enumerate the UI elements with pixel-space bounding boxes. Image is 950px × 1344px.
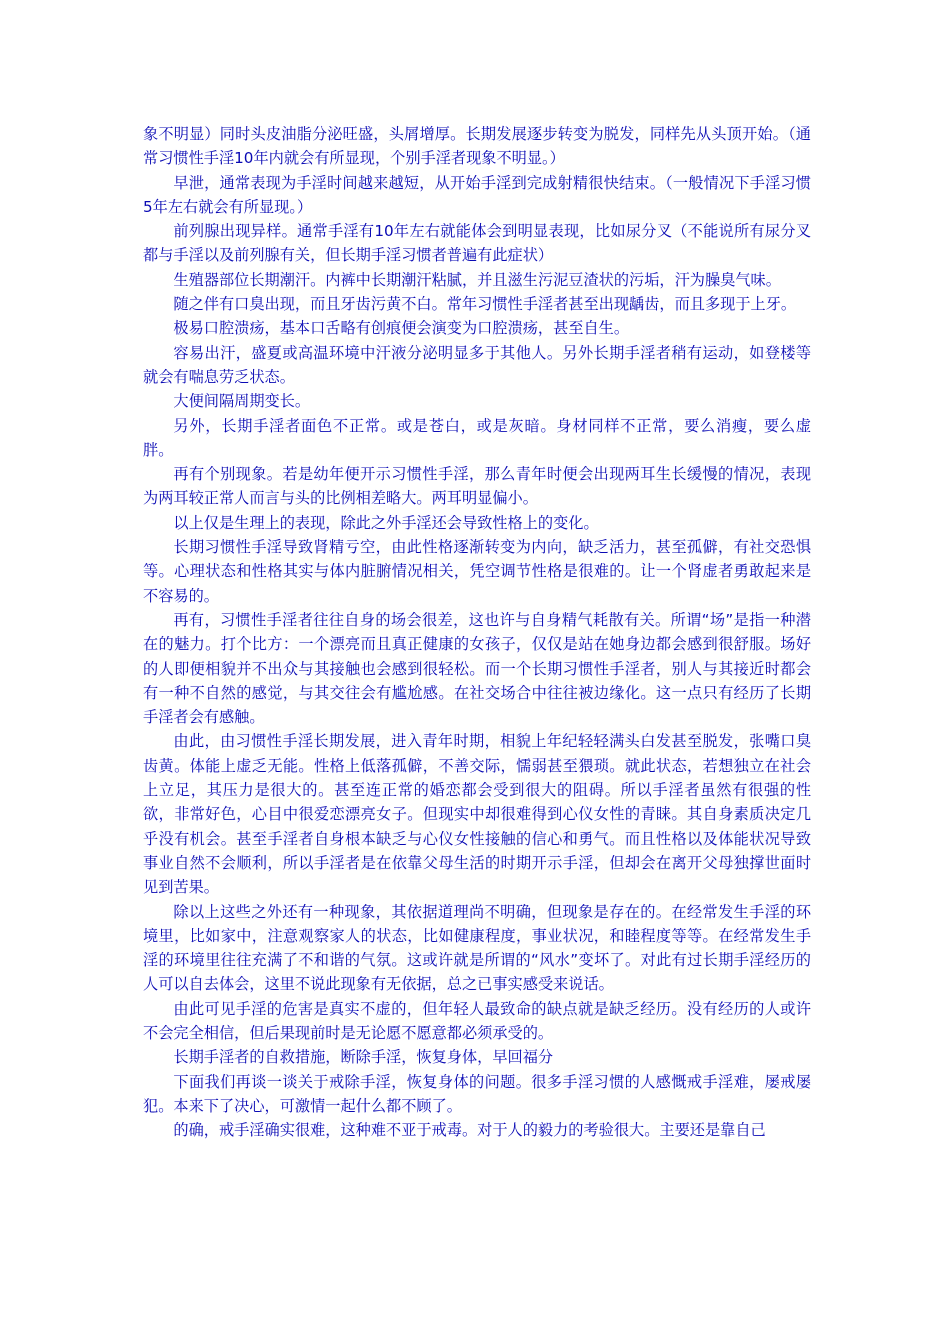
paragraph: 早泄，通常表现为手淫时间越来越短，从开始手淫到完成射精很快结束。（一般情况下手淫习惯5年左右就会有所显现。）: [143, 173, 811, 216]
document-body: [143, 122, 811, 1142]
paragraph: 下面我们再谈一谈关于戒除手淫，恢复身体的问题。很多手淫习惯的人感慨戒手淫难，屡戒屡犯。本来下了决心，可激情一起什么都不顾了。: [143, 1072, 811, 1115]
paragraph: 极易口腔溃疡，基本口舌略有创痕便会演变为口腔溃疡，甚至自生。: [173, 319, 630, 338]
paragraph: 另外，长期手淫者面色不正常。或是苍白，或是灰暗。身材同样不正常，要么消瘦，要么虚胖。: [143, 416, 811, 459]
paragraph: 再有个别现象。若是幼年便开示习惯性手淫，那么青年时便会出现两耳生长缓慢的情况，表现为两耳较正常人而言与头的比例相差略大。两耳明显偏小。: [143, 465, 811, 508]
paragraph: 生殖器部位长期潮汗。内裤中长期潮汗粘腻，并且滋生污泥豆渣状的污垢，汗为臊臭气味。: [173, 270, 781, 289]
paragraph: 象不明显）同时头皮油脂分泌旺盛，头屑增厚。长期发展逐步转变为脱发，同样先从头顶开始。（通常习惯性手淫10年内就会有所显现，个别手淫者现象不明显。）: [143, 125, 811, 168]
paragraph: 随之伴有口臭出现，而且牙齿污黄不白。常年习惯性手淫者甚至出现龋齿，而且多现于上牙。: [173, 295, 797, 314]
section-heading: 长期手淫者的自救措施，断除手淫，恢复身体，早回福分: [173, 1048, 554, 1067]
paragraph: 除以上这些之外还有一种现象，其依据道理尚不明确，但现象是存在的。在经常发生手淫的环境里，比如家中，注意观察家人的状态，比如健康程度，事业状况，和睦程度等等。在经常发生手淫的环境里往往充满了不和谐的气氛。这或许就是所谓的“风水”变坏了。对此有过长期手淫经历的人可以自去体会，这里不说此现象有无依据，总之已事实感受来说话。: [143, 902, 811, 994]
paragraph: 容易出汗，盛夏或高温环境中汗液分泌明显多于其他人。另外长期手淫者稍有运动，如登楼等就会有喘息劳乏状态。: [143, 343, 811, 386]
paragraph: 前列腺出现异样。通常手淫有10年左右就能体会到明显表现，比如尿分叉（不能说所有尿分叉都与手淫以及前列腺有关，但长期手淫习惯者普遍有此症状）: [143, 222, 811, 265]
paragraph: 以上仅是生理上的表现，除此之外手淫还会导致性格上的变化。: [173, 513, 599, 532]
paragraph: 由此，由习惯性手淫长期发展，进入青年时期，相貌上年纪轻轻满头白发甚至脱发，张嘴口臭齿黄。体能上虚乏无能。性格上低落孤僻，不善交际，懦弱甚至猥琐。就此状态，若想独立在社会上立足，其压力是很大的。甚至连正常的婚恋都会受到很大的阻碍。所以手淫者虽然有很强的性欲，非常好色，心目中很爱恋漂亮女子。但现实中却很难得到心仪女性的青睐。其自身素质决定几乎没有机会。甚至手淫者自身根本缺乏与心仪女性接触的信心和勇气。而且性格以及体能状况导致事业自然不会顺利，所以手淫者是在依靠父母生活的时期开示手淫，但却会在离开父母独撑世面时见到苦果。: [143, 732, 811, 897]
paragraph: 的确，戒手淫确实很难，这种难不亚于戒毒。对于人的毅力的考验很大。主要还是靠自己: [173, 1121, 766, 1140]
paragraph: 大便间隔周期变长。: [173, 392, 311, 411]
paragraph: 再有，习惯性手淫者往往自身的场会很差，这也许与自身精气耗散有关。所谓“场”是指一种潜在的魅力。打个比方：一个漂亮而且真正健康的女孩子，仅仅是站在她身边都会感到很舒服。场好的人即便相貌并不出众与其接触也会感到很轻松。而一个长期习惯性手淫者，别人与其接近时都会有一种不自然的感觉，与其交往会有尴尬感。在社交场合中往往被边缘化。这一点只有经历了长期手淫者会有感触。: [143, 610, 811, 727]
paragraph: 由此可见手淫的危害是真实不虚的，但年轻人最致命的缺点就是缺乏经历。没有经历的人或许不会完全相信，但后果现前时是无论愿不愿意都必须承受的。: [143, 999, 811, 1042]
paragraph: 长期习惯性手淫导致肾精亏空，由此性格逐渐转变为内向，缺乏活力，甚至孤僻，有社交恐惧等。心理状态和性格其实与体内脏腑情况相关，凭空调节性格是很难的。让一个肾虚者勇敢起来是不容易的。: [143, 538, 811, 605]
